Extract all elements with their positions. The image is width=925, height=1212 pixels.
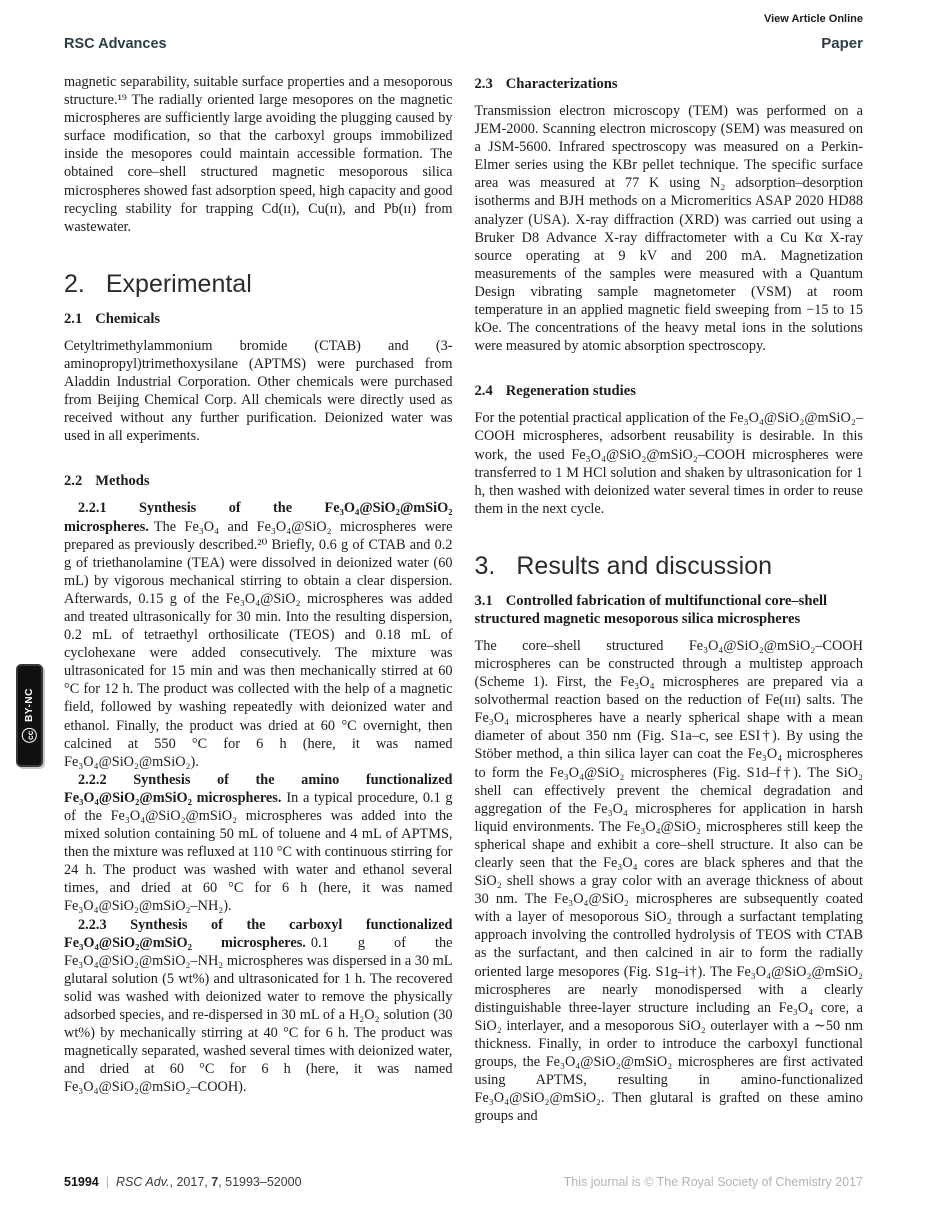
citation-pages: , 51993–52000	[218, 1175, 302, 1189]
runin-heading-221: 2.2.1 Synthesis of the Fe₃O₄@SiO₂@mSiO₂ microspheres.	[64, 500, 453, 535]
subsection-number: 2.2	[64, 473, 83, 490]
subsection-heading-methods	[64, 472, 453, 490]
citation-year: , 2017,	[169, 1175, 212, 1189]
running-header	[64, 35, 863, 52]
footer-separator: |	[105, 1175, 110, 1189]
section-number: 2.	[64, 269, 85, 298]
page-number: 51994	[64, 1175, 99, 1189]
subsection-heading-chemicals	[64, 310, 453, 328]
subsection-number: 2.1	[64, 310, 83, 327]
right-column	[475, 73, 864, 1125]
footer-copyright: This journal is © The Royal Society of Chemistry 2017	[563, 1175, 863, 1189]
runin-body-222: In a typical procedure, 0.1 g of the Fe₃O₄@SiO₂@mSiO₂ microspheres was added into the mixed solution containing 50 mL of toluene and 4 mL of APTMS, then the mixture was refluxed at 110 °C with continuous stirring for 24 h. The product was washed with water and ethanol several times, and dried at 60 °C for 6 h (here, it was named Fe₃O₄@SiO₂@mSiO₂–NH₂).	[64, 789, 453, 915]
subsection-heading-characterizations	[475, 75, 864, 93]
subsection-title: Methods	[95, 473, 150, 490]
section-title: Results and discussion	[516, 551, 773, 580]
intro-paragraph: magnetic separability, suitable surface properties and a mesoporous structure.¹⁹ The radially oriented large mesopores on the magnetic microspheres are sufficiently large avoiding the plugging caused by surface modification, so that the carboxyl groups immobilized inside the mesopores could maintain accessible formation. The obtained core–shell structured magnetic mesoporous silica microspheres showed fast adsorption speed, high capacity and good recycling stability for trapping Cd(ɪɪ), Cu(ɪɪ), and Pb(ɪɪ) from wastewater.	[64, 74, 453, 235]
footer-citation	[64, 1175, 302, 1189]
subsection-heading-regeneration	[475, 382, 864, 400]
two-column-body	[64, 73, 863, 1125]
section-title: Experimental	[105, 269, 252, 298]
section-heading-results	[475, 552, 864, 580]
left-column	[64, 73, 453, 1125]
section-heading-experimental	[64, 270, 453, 298]
subsection-title: Controlled fabrication of multifunctional core–shell structured magnetic mesoporous silica microspheres	[474, 592, 828, 627]
methods-paragraph-222	[64, 771, 453, 916]
section-number: 3.	[474, 551, 496, 580]
characterizations-paragraph: Transmission electron microscopy (TEM) was performed on a JEM-2000. Scanning electron microscopy (SEM) was measured on a JSM-5600. Infrared spectroscopy was measured on a Perkin-Elmer series using the KBr pellet technique. The specific surface area was measured at 77 K using N₂ adsorption–desorption isotherms and BJH methods on a Micromeritics ASAP 2020 HD88 analyzer (USA). X-ray diffraction (XRD) was carried out using a Bruker D8 Advance X-ray diffractometer with a Cu Kα X-ray source operating at 9 kV and 200 mA. Magnetization measurements of the samples were measured with a Quantum Design vibrating sample magnetometer (VSM) at room temperature in an applied magnetic field sweeping from −15 to 15 kOe. The concentrations of the heavy metal ions in the solutions were measured by atomic absorption spectroscopy.	[474, 103, 863, 355]
subsection-number: 2.3	[474, 76, 493, 92]
methods-paragraph-221	[64, 499, 453, 770]
runin-heading-223: 2.2.3 Synthesis of the carboxyl functionalized Fe₃O₄@SiO₂@mSiO₂ microspheres.	[64, 916, 453, 951]
subsection-number: 3.1	[474, 592, 493, 609]
fabrication-paragraph: The core–shell structured Fe₃O₄@SiO₂@mSiO₂–COOH microspheres can be constructed through a multistep approach (Scheme 1). First, the Fe₃O₄ microspheres are prepared via a solvothermal reaction based on the reduction of Fe(ɪɪɪ) salts. The Fe₃O₄ microspheres have a nearly spherical shape with a mean diameter of about 350 nm (Fig. S1a–c, see ESI†). By using the Stöber method, a thin silica layer can coat the Fe₃O₄ microspheres to form the Fe₃O₄@SiO₂ microspheres (Fig. S1d–f†). The SiO₂ shell can effectively prevent the chemical degradation and aggregation of the Fe₃O₄ microspheres for application in harsh liquid environments. The Fe₃O₄@SiO₂ microspheres still keep the spherical shape and exhibit a core–shell structure. It also can be clearly seen that the Fe₃O₄ cores are black spheres and that the SiO₂ shell shows a gray color with an average thickness of about 30 nm. The Fe₃O₄@SiO₂ microspheres are subsequently coated with a layer of mesoporous SiO₂ through a surfactant templating approach involving the controlled hydrolysis of TEOS with CTAB as the surfactant, and then calcined in air to form the radially oriented large mesopores (Fig. S1g–i†). The Fe₃O₄@SiO₂@mSiO₂ microspheres are nearly monodispersed with a clearly distinguishable three-layer structure including an Fe₃O₄ core, a SiO₂ interlayer, and a mesoporous SiO₂ outerlayer with a ∼50 nm thickness. Finally, in order to introduce the carboxyl functional groups, the Fe₃O₄@SiO₂@mSiO₂ microspheres are first activated using APTMS, resulting in amino-functionalized Fe₃O₄@SiO₂@mSiO₂. Then glutaral is grafted on these amino groups and	[474, 637, 863, 1125]
page-footer	[64, 1175, 863, 1189]
citation-volume: 7	[211, 1175, 219, 1189]
cc-logo-icon: cc	[22, 728, 37, 743]
cc-license-label: BY-NC	[24, 688, 35, 722]
citation-journal: RSC Adv.	[116, 1175, 170, 1189]
chemicals-paragraph: Cetyltrimethylammonium bromide (CTAB) and (3-aminopropyl)trimethoxysilane (APTMS) were purchased from Aladdin Industrial Corporation. Other chemicals were purchased from Beijing Chemical Corp. All chemicals were directly used as received without any further purification. Deionized water was used in all experiments.	[64, 337, 453, 445]
methods-paragraph-223	[64, 916, 453, 1097]
article-type-label: Paper	[821, 35, 863, 52]
runin-heading-222: 2.2.2 Synthesis of the amino functionalized Fe₃O₄@SiO₂@mSiO₂ microspheres.	[64, 771, 453, 806]
view-article-online-link[interactable]: View Article Online	[763, 13, 863, 25]
runin-body-221: The Fe₃O₄ and Fe₃O₄@SiO₂ microspheres were prepared as previously described.²⁰ Briefly, 0.6 g of CTAB and 0.2 g of triethanolamine (TEA) were dissolved in deionized water (60 mL) by vigorous mechanical stirring to obtain a clear dispersion. Afterwards, 0.15 g of the Fe₃O₄@SiO₂ microspheres was added and treated ultrasonically for 30 min. Into the resulting dispersion, 0.2 mL of tetraethyl orthosilicate (TEOS) and 0.18 mL of cyclohexane were added consecutively. The mixture was ultrasonicated for 15 min and was then mechanically stirred at 60 °C for 12 h. The product was collected with the help of a magnetic field, followed by washing repeatedly with deionized water and ethanol. Finally, the product was dried at 60 °C overnight, then calcined at 550 °C for 6 h (here, it was named Fe₃O₄@SiO₂@mSiO₂).	[64, 518, 453, 770]
cc-badge-content	[22, 688, 37, 743]
subsection-title: Regeneration studies	[505, 383, 636, 400]
subsection-number: 2.4	[474, 383, 493, 400]
subsection-heading-fabrication	[475, 592, 864, 628]
subsection-title: Chemicals	[95, 310, 161, 327]
page-content	[64, 0, 863, 1125]
regeneration-paragraph: For the potential practical application of the Fe₃O₄@SiO₂@mSiO₂–COOH microspheres, adsorbent reusability is desirable. In this work, the used Fe₃O₄@SiO₂@mSiO₂–COOH microspheres were transferred to 1 M HCl solution and shaken by ultrasonication for 1 h, then washed with deionized water several times in order to reuse them in the next cycle.	[474, 410, 863, 517]
subsection-title: Characterizations	[505, 76, 618, 92]
cc-license-badge[interactable]	[16, 664, 43, 767]
runin-body-223: 0.1 g of the Fe₃O₄@SiO₂@mSiO₂–NH₂ microspheres was dispersed in a 30 mL glutaral solution (5 wt%) and ultrasonicated for 1 h. The recovered solid was washed with deionized water to remove the physically adsorbed species, and re-dispersed in 30 mL of a H₂O₂ solution (30 wt%) by mechanically stirring at 40 °C for 6 h. The product was magnetically separated, washed several times with deionized water, and dried at 60 °C for 6 h (here, it was named Fe₃O₄@SiO₂@mSiO₂–COOH).	[64, 934, 453, 1096]
journal-name: RSC Advances	[64, 36, 167, 52]
